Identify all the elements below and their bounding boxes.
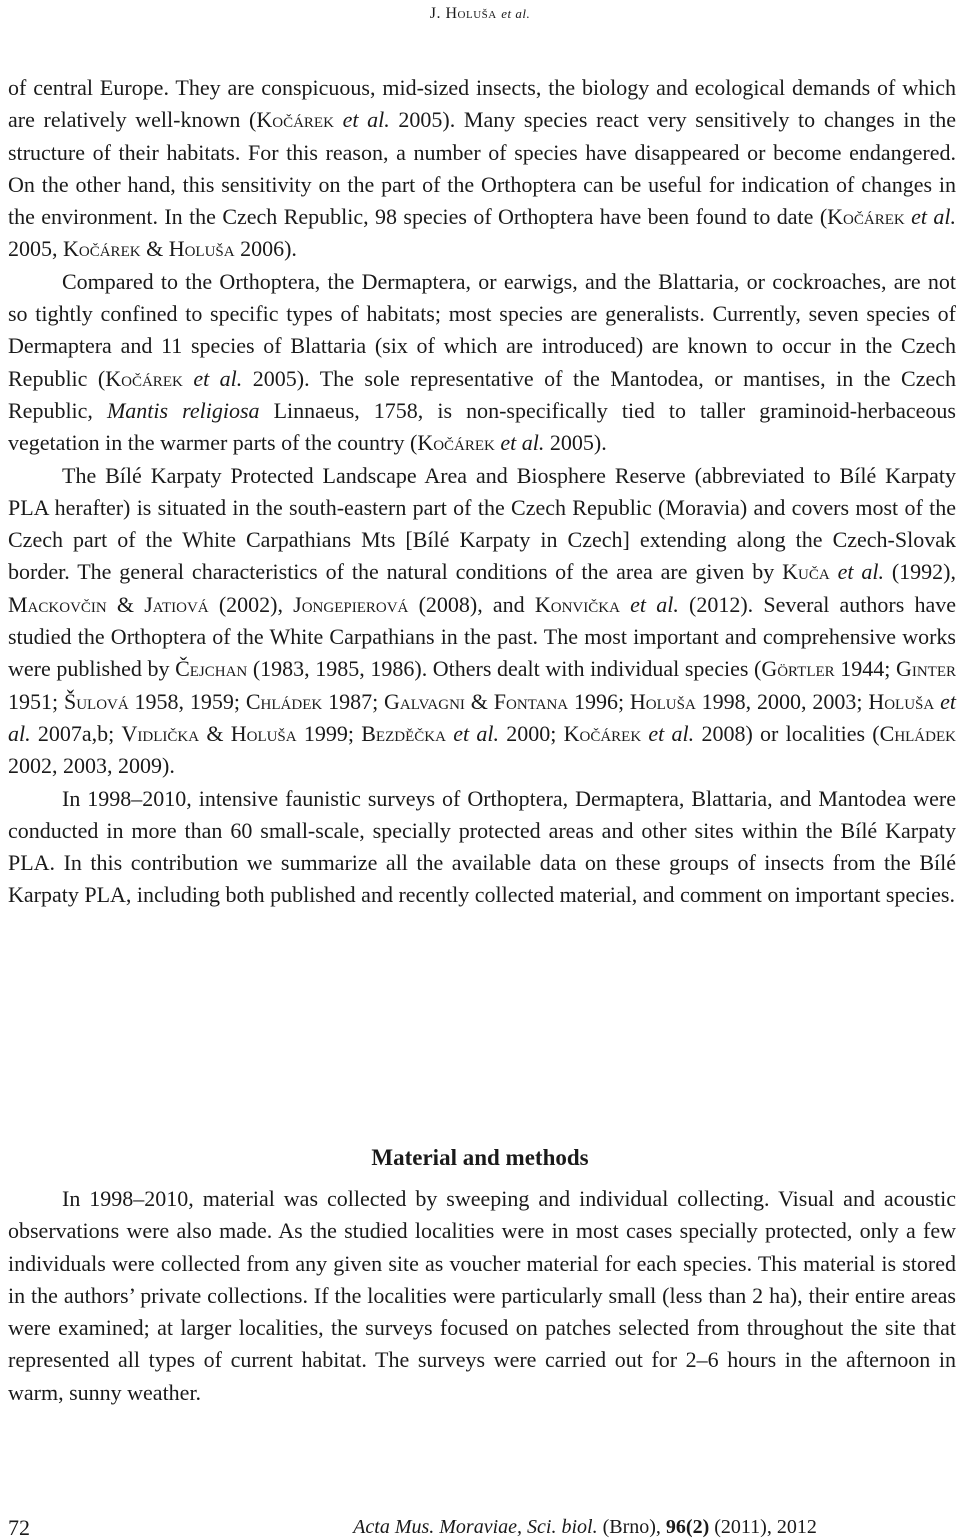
italic-text: et al. [911, 204, 956, 230]
author-citation: Chládek [879, 720, 956, 746]
text-run: 2002, 2003, 2009). [8, 753, 175, 779]
italic-text: et al. [193, 365, 243, 391]
paragraph-2 [8, 266, 956, 460]
author-citation: Kočárek [563, 720, 642, 746]
author-citation: Mackovčin [8, 591, 107, 617]
paragraph-4 [8, 783, 956, 912]
journal-volume: 96(2) [665, 1516, 710, 1538]
author-citation: Kočárek [827, 204, 905, 230]
section-heading-methods: Material and methods [371, 1145, 589, 1170]
text-run: 1951; [8, 688, 64, 714]
running-head-author: Holuša [445, 5, 497, 22]
text-run: In 1998–2010, material was collected by sweeping and individual collecting. Visual and acoustic observations were also made. As the studied localities were in most cases specially protected, only a few individuals were collected from any given site as voucher material for each species. This material is stored in the authors’ private collections. If the localities were particularly small (less than 2 ha), their entire areas were examined; at larger localities, the surveys focused on patches selected from throughout the site that represented all types of current habitat. The surveys were carried out for 2–6 hours in the afternoon in warm, sunny weather. [8, 1186, 956, 1405]
running-head-initial: J. [429, 5, 446, 22]
text-run [183, 366, 194, 391]
author-citation: Konvička [534, 591, 620, 617]
text-run: 1999; [296, 720, 362, 746]
text-run: of central Europe. They are conspicuous, mid-sized insects, the biology and ecological demands of which are relatively well-known ( [8, 75, 956, 133]
text-run: 2007a,b; [30, 720, 122, 746]
author-citation: Jatiová [144, 591, 209, 617]
text-run: 2005, [8, 236, 63, 262]
author-citation: Kočárek [417, 430, 495, 456]
text-run: Compared to the Orthoptera, the Dermaptera, or earwigs, and the Blattaria, or cockroaches, are not so tightly confined to specific types of habitats; most species are generalists. Currently, seven species of Dermaptera and 11 species of Blattaria (six of which are introduced) are known to occur in the Czech Republic ( [8, 268, 956, 391]
author-citation: Fontana [493, 688, 569, 714]
text-run: 1958, 1959; [128, 688, 246, 714]
running-head [0, 5, 960, 23]
text-run: The Bílé Karpaty Protected Landscape Area and Biosphere Reserve (abbreviated to Bílé Karpaty PLA herafter) is situated in the south-eastern part of the Czech Republic (Moravia) and covers most of the Czech part of the White Carpathians Mts [Bílé Karpaty in Czech] extending along the Czech-Slovak border. The general characteristics of the natural conditions of the area are given by [8, 462, 956, 585]
text-run: 1996; [568, 688, 630, 714]
text-run [334, 107, 343, 132]
author-citation: Vidlička [121, 720, 200, 746]
author-citation: Chládek [245, 688, 323, 714]
italic-text: et al. [342, 107, 390, 133]
text-run [830, 559, 838, 584]
text-run: (2008), and [408, 591, 535, 617]
italic-text: et al. [453, 720, 499, 746]
author-citation: Šulová [63, 688, 129, 714]
text-run: 2005). [544, 430, 607, 456]
italic-text: et al. [630, 591, 679, 617]
italic-text: et al. [837, 559, 884, 585]
text-run: (1992), [883, 559, 957, 585]
text-run: & [106, 591, 145, 617]
journal-citation [0, 1516, 960, 1539]
methods-text [8, 1183, 956, 1409]
author-citation: Holuša [230, 720, 297, 746]
text-run: 1944; [834, 656, 896, 682]
paragraph-methods [8, 1183, 956, 1409]
text-run: 1998, 2000, 2003; [695, 688, 869, 714]
italic-text: et al. [648, 720, 695, 746]
text-run: 1987; [322, 688, 385, 714]
text-run: (1983, 1985, 1986). Others dealt with individual species ( [247, 656, 762, 682]
text-run: (2012). Several authors have studied the Orthoptera of the White Carpathians in the past. The most important and comprehensive works were published by [8, 591, 956, 682]
text-run [620, 592, 630, 617]
text-run: & [140, 236, 169, 262]
text-run: 2006). [234, 236, 297, 262]
author-citation: Bezděčka [361, 720, 446, 746]
author-citation: Čejchan [175, 656, 248, 682]
author-citation: Kočárek [256, 107, 334, 133]
author-citation: Kočárek [105, 365, 183, 391]
text-run: 2000; [498, 720, 564, 746]
text-run: & [464, 688, 494, 714]
text-run: (2002), [208, 591, 294, 617]
text-run: & [199, 720, 231, 746]
paragraph-3 [8, 460, 956, 783]
author-citation: Holuša [868, 688, 935, 714]
paragraph-1 [8, 72, 956, 266]
author-citation: Ginter [895, 656, 956, 682]
journal-years: (2011), 2012 [709, 1516, 817, 1538]
author-citation: Kuča [782, 559, 830, 585]
italic-text: Mantis religiosa [106, 397, 260, 423]
italic-text: et al. [8, 688, 956, 746]
text-run: 2008) or localities ( [694, 720, 880, 746]
page-number: 72 [8, 1515, 30, 1539]
author-citation: Görtler [761, 656, 835, 682]
introduction-text [8, 72, 956, 912]
author-citation: Jongepierová [293, 591, 409, 617]
text-run: 2005). Many species react very sensitively to changes in the structure of their habitats. For this reason, a number of species have disappeared or become endangered. On the other hand, this sensitivity on the part of the Orthoptera can be useful for indication of changes in the environment. In the Czech Republic, 98 species of Orthoptera have been found to date ( [8, 107, 957, 230]
text-run: 2005). The sole representative of the Mantodea, or mantises, in the Czech Republic, [8, 365, 957, 423]
author-citation: Kočárek [63, 236, 141, 262]
journal-name: Acta Mus. Moraviae, Sci. biol. [353, 1516, 598, 1538]
author-citation: Holuša [629, 688, 696, 714]
text-run: In 1998–2010, intensive faunistic surveys of Orthoptera, Dermaptera, Blattaria, and Mantodea were conducted in more than 60 small-scale, specially protected areas and other sites within the Bílé Karpaty PLA. In this contribution we summarize all the available data on these groups of insects from the Bílé Karpaty PLA, including both published and recently collected material, and comment on important species. [8, 785, 956, 908]
author-citation: Galvagni [384, 688, 465, 714]
running-head-et-al: et al. [501, 6, 531, 21]
text-run: Linnaeus, 1758, is non-specifically tied to taller graminoid-herbaceous vegetation in the warmer parts of the country ( [8, 397, 956, 456]
author-citation: Holuša [168, 236, 235, 262]
journal-city: (Brno), [597, 1516, 666, 1538]
italic-text: et al. [500, 430, 545, 456]
